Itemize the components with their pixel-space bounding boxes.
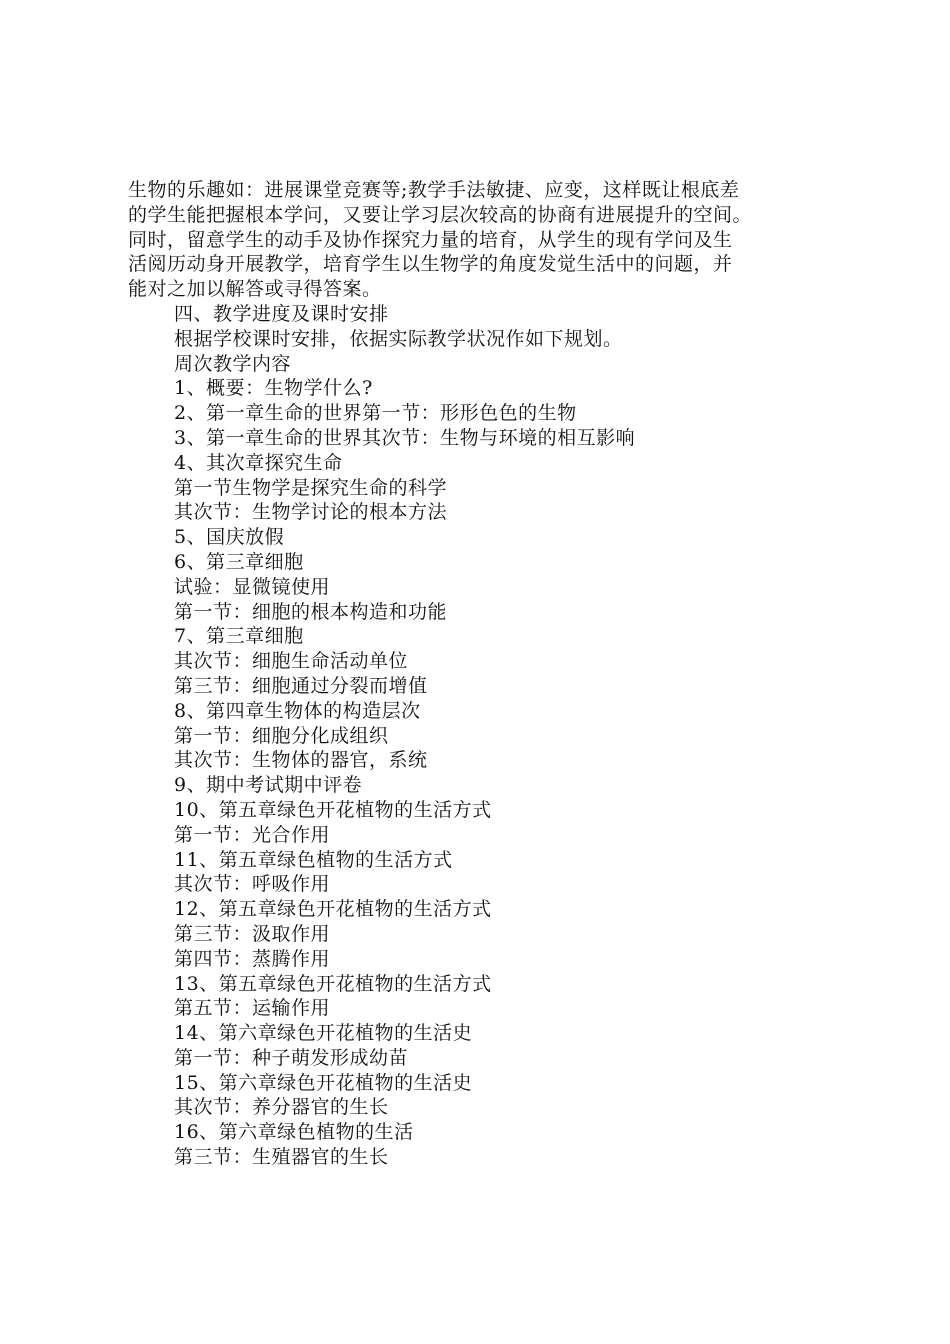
schedule-item: 3、第一章生命的世界其次节：生物与环境的相互影响	[174, 426, 636, 449]
schedule-item: 试验：显微镜使用	[174, 575, 331, 598]
schedule-item: 4、其次章探究生命	[174, 451, 343, 474]
schedule-item: 第一节：种子萌发形成幼苗	[174, 1046, 409, 1069]
schedule-item: 其次节：生物体的器官，系统	[174, 749, 428, 772]
schedule-item: 第五节：运输作用	[174, 997, 331, 1020]
schedule-item: 6、第三章细胞	[174, 550, 304, 573]
schedule-item: 1、概要：生物学什么?	[174, 377, 373, 400]
schedule-item: 15、第六章绿色开花植物的生活史	[174, 1071, 473, 1094]
schedule-item: 第一节：细胞分化成组织	[174, 724, 389, 747]
schedule-item: 5、国庆放假	[174, 526, 285, 549]
schedule-item: 14、第六章绿色开花植物的生活史	[174, 1022, 473, 1045]
schedule-list	[128, 376, 848, 1170]
intro-text: 根据学校课时安排，依据实际教学状况作如下规划。	[174, 327, 623, 350]
schedule-item: 16、第六章绿色植物的生活	[174, 1121, 414, 1144]
schedule-item: 其次节：呼吸作用	[174, 873, 331, 896]
schedule-item: 其次节：养分器官的生长	[174, 1096, 389, 1119]
schedule-table-header: 周次教学内容	[174, 352, 292, 375]
schedule-item: 7、第三章细胞	[174, 625, 304, 648]
schedule-item: 第三节：汲取作用	[174, 922, 331, 945]
schedule-item: 12、第五章绿色开花植物的生活方式	[174, 898, 492, 921]
schedule-item: 其次节：生物学讨论的根本方法	[174, 501, 448, 524]
schedule-item: 第一节生物学是探究生命的科学	[174, 476, 448, 499]
paragraph-line: 能对之加以解答或寻得答案。	[128, 278, 382, 301]
paragraph-line: 的学生能把握根本学问，又要让学习层次较高的协商有进展提升的空间。	[128, 203, 753, 226]
paragraph-line: 活阅历动身开展教学，培育学生以生物学的角度发觉生活中的问题，并	[128, 253, 733, 276]
schedule-item: 11、第五章绿色植物的生活方式	[174, 848, 453, 871]
schedule-item: 第一节：光合作用	[174, 823, 331, 846]
schedule-item: 8、第四章生物体的构造层次	[174, 699, 421, 722]
document-body	[128, 178, 848, 1170]
schedule-item: 10、第五章绿色开花植物的生活方式	[174, 798, 492, 821]
paragraph-line: 同时，留意学生的动手及协作探究力量的培育，从学生的现有学问及生	[128, 228, 733, 251]
schedule-item: 第四节：蒸腾作用	[174, 947, 331, 970]
schedule-item: 第三节：细胞通过分裂而增值	[174, 674, 428, 697]
schedule-item: 其次节：细胞生命活动单位	[174, 650, 409, 673]
schedule-item: 第三节：生殖器官的生长	[174, 1146, 389, 1169]
schedule-item: 9、期中考试期中评卷	[174, 774, 363, 797]
paragraph-line: 生物的乐趣如：进展课堂竞赛等;教学手法敏捷、应变，这样既让根底差	[128, 179, 740, 201]
schedule-item: 2、第一章生命的世界第一节：形形色色的生物	[174, 402, 577, 425]
section-heading: 四、教学进度及课时安排	[174, 302, 389, 325]
schedule-item: 第一节：细胞的根本构造和功能	[174, 600, 448, 623]
schedule-item: 13、第五章绿色开花植物的生活方式	[174, 972, 492, 995]
